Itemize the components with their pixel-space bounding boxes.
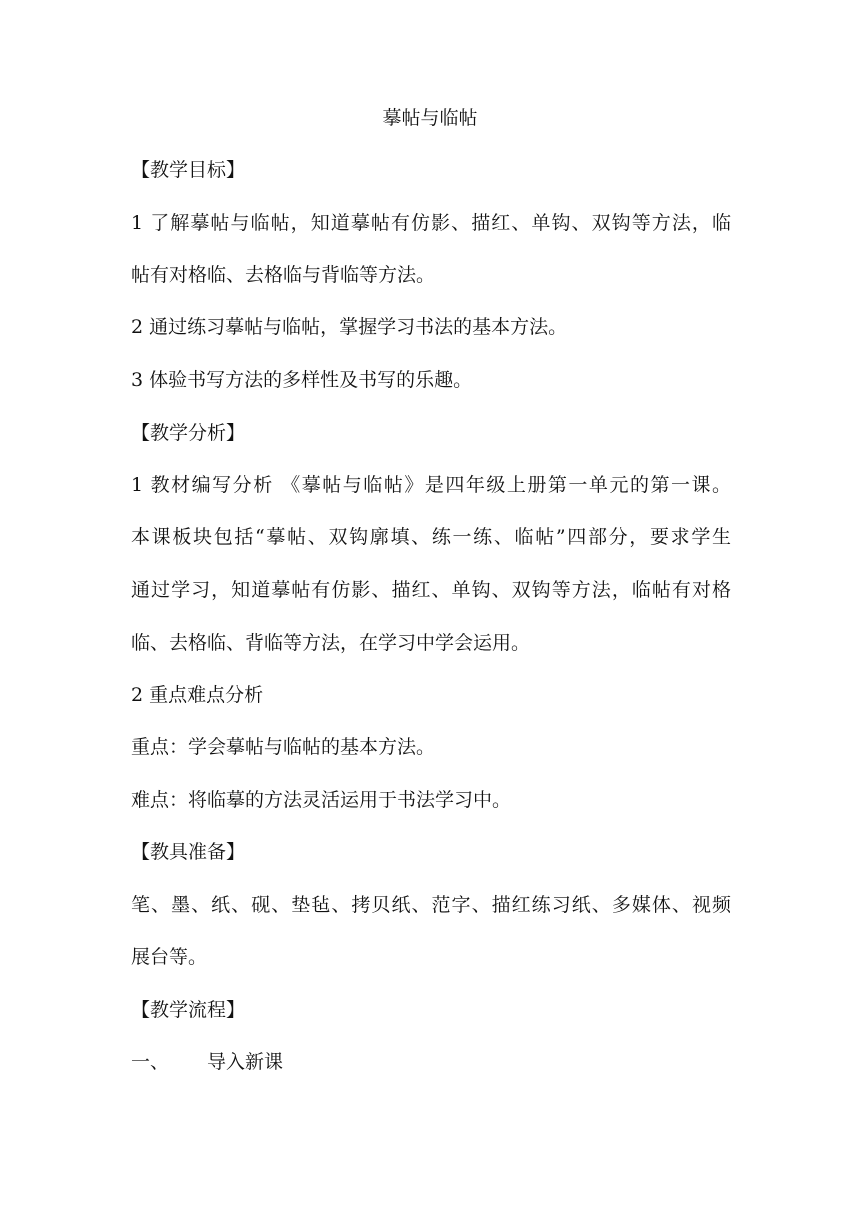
tools-line-1: 笔、墨、纸、砚、垫毡、拷贝纸、范字、描红练习纸、多媒体、视频: [131, 894, 731, 916]
step-1: [131, 1049, 731, 1075]
analysis-2: 2 重点难点分析: [131, 684, 264, 706]
analysis-1-line-1: 1 教材编写分析 《摹帖与临帖》是四年级上册第一单元的第一课。: [131, 474, 731, 496]
key-point: 重点：学会摹帖与临帖的基本方法。: [131, 736, 436, 758]
goal-1-line-1: 1 了解摹帖与临帖，知道摹帖有仿影、描红、单钩、双钩等方法，临: [131, 212, 731, 234]
tools-heading: 【教具准备】: [131, 841, 246, 863]
analysis-1-line-4: 临、去格临、背临等方法，在学习中学会运用。: [131, 632, 531, 654]
analysis-1-line-3: 通过学习，知道摹帖有仿影、描红、单钩、双钩等方法，临帖有对格: [131, 579, 731, 601]
analysis-heading: 【教学分析】: [131, 422, 246, 444]
step-1-label: 导入新课: [207, 1051, 284, 1073]
document-title: 摹帖与临帖: [382, 107, 478, 129]
goals-heading: 【教学目标】: [131, 159, 246, 181]
step-1-number: 一、: [131, 1051, 170, 1073]
goal-2: 2 通过练习摹帖与临帖，掌握学习书法的基本方法。: [131, 316, 568, 338]
tools-line-2: 展台等。: [131, 946, 208, 968]
process-heading: 【教学流程】: [131, 999, 246, 1021]
goal-1-line-2: 帖有对格临、去格临与背临等方法。: [131, 264, 436, 286]
difficulty: 难点：将临摹的方法灵活运用于书法学习中。: [131, 789, 512, 811]
goal-3: 3 体验书写方法的多样性及书写的乐趣。: [131, 369, 473, 391]
analysis-1-line-2: 本课板块包括“摹帖、双钩廓填、练一练、临帖”四部分，要求学生: [131, 526, 731, 548]
